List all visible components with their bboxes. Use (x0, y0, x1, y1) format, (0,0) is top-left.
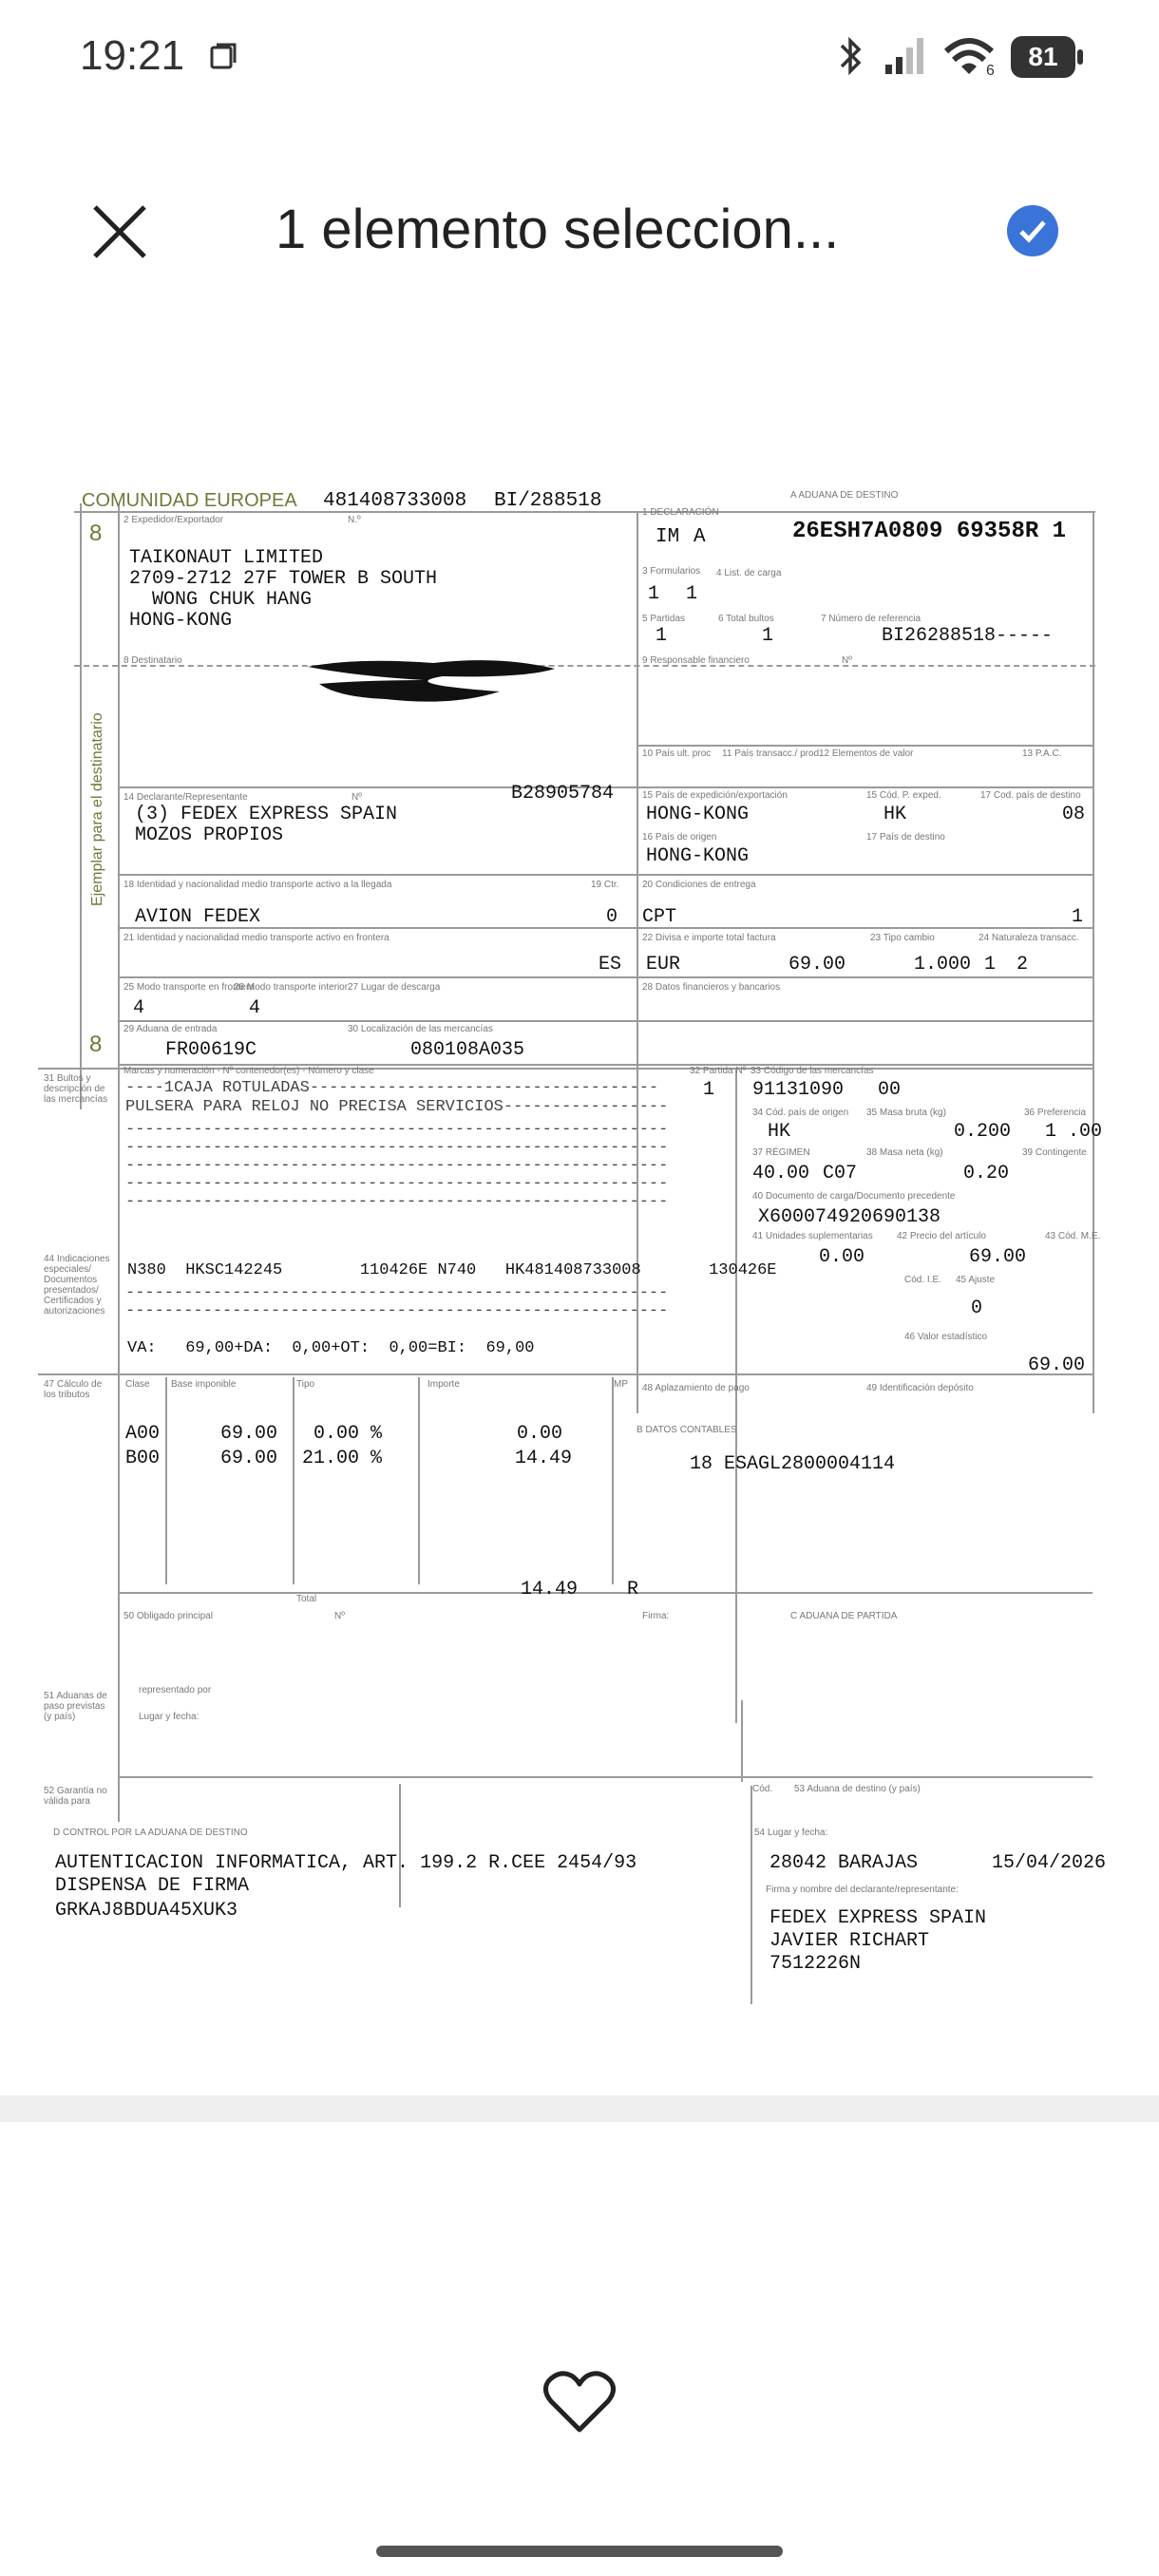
tax-row-1-base: 69.00 (220, 1423, 278, 1445)
previous-document-label: 40 Documento de carga/Documento precedente (752, 1191, 956, 1202)
origin-code-label: 34 Cód. país de origen (752, 1108, 849, 1118)
marks-label: Marcas y numeración - Nº contenedor(es) - Número y clase (124, 1066, 374, 1076)
destination-code: 08 (1062, 804, 1086, 825)
adjustment: 0 (971, 1297, 983, 1319)
inland-mode-label: 26 Modo transporte interior (234, 982, 349, 993)
dispatch-country: HONG-KONG (646, 804, 750, 825)
regime-label: 37 RÉGIMEN (752, 1147, 810, 1158)
declarant-line-1: (3) FEDEX EXPRESS SPAIN (135, 804, 398, 825)
commodity-code: 91131090 (752, 1079, 845, 1101)
code-label: Cód. (752, 1784, 773, 1794)
regime-code: 40.00 (752, 1163, 810, 1184)
tax-total: 14.49 (521, 1579, 579, 1601)
financial-data-label: 28 Datos financieros y bancarios (642, 982, 781, 993)
heart-icon (542, 2369, 618, 2435)
container-label: 19 Ctr. (591, 880, 619, 890)
warehouse-id-label: 49 Identificación depósito (866, 1383, 974, 1393)
tax-header-rate: Tipo (296, 1379, 315, 1390)
valuation-line: VA: 69,00+DA: 0,00+OT: 0,00=BI: 69,00 (127, 1339, 535, 1357)
tax-row-2-rate: 21.00 % (302, 1448, 383, 1469)
transport-arrival: AVION FEDEX (135, 906, 261, 928)
bluetooth-icon (838, 32, 864, 80)
control-label: D CONTROL POR LA ADUANA DE DESTINO (53, 1828, 248, 1838)
tax-row-1-amount: 0.00 (517, 1423, 563, 1445)
border-mode: 4 (133, 997, 145, 1019)
control-line-2: DISPENSA DE FIRMA (55, 1875, 250, 1897)
inland-mode: 4 (249, 997, 261, 1019)
place-date-54-label: 54 Lugar y fecha: (754, 1828, 828, 1838)
departure-office-label: C ADUANA DE PARTIDA (790, 1611, 898, 1621)
commodity-code-label: 33 Código de las mercancías (750, 1066, 874, 1076)
tax-calculation-label: 47 Cálculo de los tributos (44, 1379, 103, 1400)
screenshot-notification-icon (209, 42, 238, 70)
signal-icon (884, 36, 925, 76)
goods-description-label: 31 Bultos y descripción de las mercancías (44, 1073, 108, 1105)
item-number: 1 (703, 1079, 715, 1101)
dispatch-country-label: 15 País de expedición/exportación (642, 790, 788, 801)
favorite-button[interactable] (542, 2369, 618, 2435)
origin-code: HK (768, 1121, 791, 1143)
tax-header-class: Clase (125, 1379, 150, 1390)
item-price-label: 42 Precio del artículo (897, 1231, 986, 1241)
select-all-button[interactable] (1007, 205, 1058, 256)
field-13-label: 13 P.A.C. (1022, 748, 1062, 759)
signatory-line-2: JAVIER RICHART (770, 1930, 930, 1952)
check-icon (1007, 205, 1058, 256)
tax-row-2-amount: 14.49 (515, 1448, 573, 1469)
delivery-terms: CPT (642, 906, 677, 928)
gross-mass: 0.200 (954, 1121, 1012, 1143)
field-10-label: 10 País ult. proc (642, 748, 712, 759)
transaction-nature-2: 2 (1016, 954, 1029, 975)
dispatch-code: HK (884, 804, 907, 825)
goods-line-2: PULSERA PARA RELOJ NO PRECISA SERVICIOS----------------- (125, 1098, 669, 1116)
accounting-value: 18 ESAGL2800004114 (690, 1453, 896, 1475)
origin-country-label: 16 País de origen (642, 832, 717, 843)
financial-responsible-label: 9 Responsable financiero (642, 655, 750, 666)
invoice-label: 22 Divisa e importe total factura (642, 933, 776, 943)
close-icon (89, 201, 150, 262)
community-label: COMUNIDAD EUROPEA (82, 490, 297, 511)
exchange-rate-label: 23 Tipo cambio (870, 933, 935, 943)
declarant-nif: B28905784 (511, 783, 615, 805)
tax-header-amount: Importe (428, 1379, 460, 1390)
supplementary-units: 0.00 (819, 1246, 865, 1268)
tax-header-mp: MP (614, 1379, 628, 1390)
destination-country-label: 17 País de destino (866, 832, 945, 843)
origin-country: HONG-KONG (646, 845, 750, 867)
goods-location: 080108A035 (410, 1039, 525, 1061)
delivery-terms-code: 1 (1072, 906, 1084, 928)
tax-row-1-rate: 0.00 % (314, 1423, 383, 1445)
loading-list-label: 4 List. de carga (716, 568, 782, 578)
copy-side-label: Ejemplar para el destinatario (89, 712, 105, 906)
battery-level: 81 (1028, 42, 1058, 71)
transport-arrival-label: 18 Identidad y nacionalidad medio transporte activo a la llegada (124, 880, 392, 890)
declaration-code1: IM (656, 526, 680, 548)
accounting-label: B DATOS CONTABLES (636, 1425, 737, 1435)
copy-number-top: 8 (89, 521, 103, 546)
border-mode-label: 25 Modo transporte en frontera (124, 982, 255, 993)
declarant-line-2: MOZOS PROPIOS (135, 824, 284, 846)
header-number: 481408733008 (323, 490, 467, 512)
consignee-label: 8 Destinatario (124, 655, 182, 666)
packages-label: 6 Total bultos (718, 614, 774, 624)
sender-line-1: TAIKONAUT LIMITED (129, 547, 324, 569)
principal-no-label: Nº (334, 1611, 345, 1621)
signatory-line-3: 7512226N (770, 1953, 862, 1975)
invoice-currency: EUR (646, 954, 681, 975)
header-bi: BI/288518 (494, 490, 602, 512)
preview-divider (0, 2095, 1159, 2122)
declarant-no-label: Nº (352, 792, 362, 803)
field-12-label: 12 Elementos de valor (819, 748, 914, 759)
signature-box-label: Firma: (642, 1611, 670, 1621)
tax-row-2-class: B00 (125, 1448, 161, 1469)
destination-office-label: 53 Aduana de destino (y país) (794, 1784, 921, 1794)
net-mass: 0.20 (963, 1163, 1010, 1184)
tax-total-mp: R (627, 1579, 639, 1601)
signature-place: 28042 BARAJAS (770, 1852, 919, 1874)
regime-suffix: C07 (823, 1163, 858, 1184)
net-mass-label: 38 Masa neta (kg) (866, 1147, 943, 1158)
control-line-1: AUTENTICACION INFORMATICA, ART. 199.2 R.CEE 2454/93 (55, 1852, 637, 1874)
financial-no-label: Nº (842, 655, 852, 666)
sender-line-4: HONG-KONG (129, 610, 233, 632)
declaration-label: 1 DECLARACIÓN (642, 507, 719, 518)
tax-row-2-base: 69.00 (220, 1448, 278, 1469)
dispatch-code-label: 15 Cód. P. exped. (866, 790, 941, 801)
items-label: 5 Partidas (642, 614, 686, 624)
redaction-scribble (300, 652, 566, 709)
signatory-line-1: FEDEX EXPRESS SPAIN (770, 1907, 987, 1929)
container-value: 0 (606, 906, 618, 928)
preference-label: 36 Preferencia (1024, 1108, 1087, 1118)
tax-header-base: Base imponible (171, 1379, 237, 1390)
represented-by-label: representado por (139, 1685, 212, 1695)
sender-line-2: 2709-2712 27F TOWER B SOUTH (129, 568, 438, 590)
declarant-label: 14 Declarante/Representante (124, 792, 248, 803)
preference: 1 .00 (1045, 1121, 1103, 1143)
transaction-nature-label: 24 Naturaleza transacc. (978, 933, 1079, 943)
guarantee-label: 52 Garantía no válida para (44, 1786, 107, 1807)
status-time: 19:21 (80, 32, 185, 79)
statistical-value: 69.00 (1028, 1354, 1086, 1376)
signature-date: 15/04/2026 (992, 1852, 1107, 1874)
sender-line-3: WONG CHUK HANG (129, 589, 313, 611)
documents-line: N380 HKSC142245 110426E N740 HK481408733008 130426E (127, 1261, 777, 1279)
unloading-place-label: 27 Lugar de descarga (348, 982, 441, 993)
item-price: 69.00 (969, 1246, 1027, 1268)
documents-filler: -------------------------------------------------------- -------------------------------------------------------- (125, 1284, 669, 1320)
forms-label: 3 Formularios (642, 566, 701, 577)
reference-label: 7 Número de referencia (821, 614, 922, 624)
adjustment-label: 45 Ajuste (956, 1275, 996, 1285)
place-date-label: Lugar y fecha: (139, 1712, 200, 1722)
sender-no-label: N.º (348, 515, 361, 525)
field-11-label: 11 País transacc./ prod. (722, 748, 822, 759)
destination-code-label: 17 Cod. país de destino (980, 790, 1081, 801)
statistical-value-label: 46 Valor estadístico (904, 1332, 988, 1342)
delivery-terms-label: 20 Condiciones de entrega (642, 880, 756, 890)
wifi-icon (942, 34, 999, 82)
exchange-rate: 1.000 (914, 954, 972, 975)
quota-label: 39 Contingente (1022, 1147, 1087, 1158)
customs-document[interactable] (0, 465, 1159, 2023)
mrn-number: 26ESH7A0809 69358R 1 (792, 519, 1067, 544)
forms-value-a: 1 (648, 583, 660, 605)
sender-label: 2 Expedidor/Exportador (124, 515, 224, 525)
tax-row-1-class: A00 (125, 1423, 161, 1445)
wifi-level: 6 (986, 63, 995, 79)
gross-mass-label: 35 Masa bruta (kg) (866, 1108, 946, 1118)
deferred-payment-label: 48 Aplazamiento de pago (642, 1383, 750, 1393)
ie-code-label: Cód. I.E. (904, 1275, 941, 1285)
invoice-amount: 69.00 (788, 954, 846, 975)
transaction-nature-1: 1 (984, 954, 997, 975)
transport-border-label: 21 Identidad y nacionalidad medio transporte activo en frontera (124, 933, 390, 943)
packages-value: 1 (762, 625, 774, 647)
item-number-label: 32 Partida Nº (690, 1066, 747, 1076)
entry-office-label: 29 Aduana de entrada (124, 1024, 218, 1034)
gesture-bar[interactable] (376, 2546, 783, 2557)
battery-indicator (1011, 36, 1085, 78)
goods-filler-rows: -------------------------------------------------------- -------------------------------------------------------- -------------------------------------------------------- -------------------------------------------------------- -------------------------------------------------------- (125, 1121, 669, 1211)
tax-total-label: Total (296, 1594, 317, 1604)
selection-title: 1 elemento seleccion... (276, 199, 840, 260)
signatory-label: Firma y nombre del declarante/representante: (766, 1885, 959, 1895)
copy-number-bottom: 8 (89, 1032, 103, 1057)
principal-label: 50 Obligado principal (124, 1611, 213, 1621)
special-mentions-label: 44 Indicaciones especiales/ Documentos presentados/ Certificados y autorizaciones (44, 1254, 110, 1316)
items-value: 1 (656, 625, 668, 647)
commodity-code-suffix: 00 (878, 1079, 902, 1101)
close-button[interactable] (89, 201, 150, 262)
reference-value: BI26288518----- (882, 625, 1054, 647)
control-line-3: GRKAJ8BDUA45XUK3 (55, 1900, 238, 1922)
valuation-code-label: 43 Cód. M.E. (1045, 1231, 1101, 1241)
supplementary-units-label: 41 Unidades suplementarias (752, 1231, 873, 1241)
declaration-code2: A (694, 526, 706, 548)
box-a-label: A ADUANA DE DESTINO (790, 490, 899, 501)
goods-line-1: ----1CAJA ROTULADAS------------------------------------ (125, 1079, 659, 1097)
forms-value-b: 1 (686, 583, 698, 605)
transit-offices-label: 51 Aduanas de paso previstas (y país) (44, 1691, 107, 1722)
previous-document: X600074920690138 (758, 1206, 941, 1228)
border-country: ES (598, 954, 622, 975)
goods-location-label: 30 Localización de las mercancías (348, 1024, 493, 1034)
entry-office: FR00619C (165, 1039, 257, 1061)
